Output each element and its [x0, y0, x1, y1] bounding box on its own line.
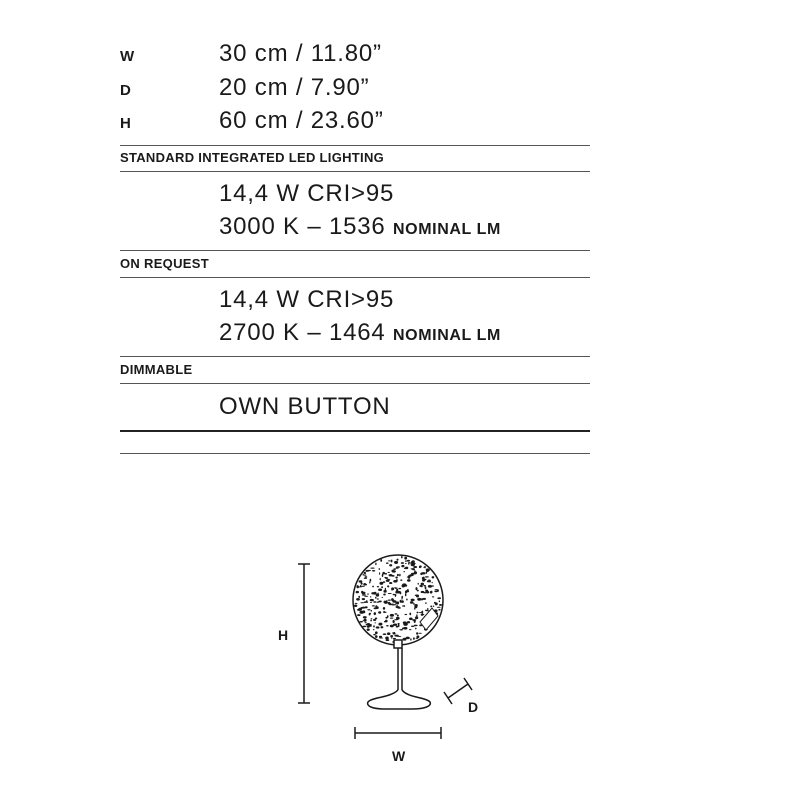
section-heading-standard-lighting: STANDARD INTEGRATED LED LIGHTING: [120, 150, 385, 165]
globe-speckle: [357, 609, 361, 611]
globe-speckle: [398, 588, 401, 590]
globe-speckle: [388, 560, 392, 561]
globe-speckle: [377, 586, 379, 587]
globe-speckle: [388, 593, 392, 594]
globe-speckle: [407, 589, 408, 590]
globe-speckle: [392, 570, 396, 573]
globe-speckle: [431, 591, 433, 594]
globe-speckle: [362, 610, 365, 613]
globe-speckle: [417, 598, 421, 601]
globe-speckle: [398, 623, 400, 625]
globe-speckle: [395, 567, 398, 569]
width-label: W: [392, 748, 406, 764]
globe-speckle: [378, 611, 381, 613]
globe-speckle: [364, 576, 367, 578]
globe-speckle: [412, 560, 415, 563]
globe-speckle: [430, 606, 432, 608]
globe-speckle: [391, 589, 392, 590]
globe-speckle: [375, 605, 377, 608]
globe-speckle: [363, 583, 366, 586]
globe-speckle: [379, 638, 383, 639]
globe-speckle: [392, 599, 394, 601]
globe-speckle: [370, 579, 372, 582]
globe-speckle: [392, 620, 394, 623]
globe-speckle: [376, 626, 380, 628]
globe-speckle: [393, 568, 396, 570]
globe-speckle: [364, 601, 368, 603]
globe-speckle: [413, 566, 417, 568]
section-heading-dimmable: DIMMABLE: [120, 362, 193, 377]
globe-speckle: [387, 585, 389, 587]
globe-speckle: [367, 609, 370, 610]
globe-speckle: [397, 574, 399, 577]
globe-speckle: [401, 562, 404, 564]
globe-speckle: [380, 578, 381, 581]
globe-speckle: [424, 566, 426, 569]
globe-speckle: [394, 613, 397, 614]
globe-speckle: [426, 568, 430, 571]
globe-speckle: [402, 584, 406, 587]
spec-main: 14,4 W CRI>95: [219, 286, 395, 313]
globe-speckle: [382, 597, 384, 598]
globe-speckle: [403, 627, 407, 630]
lamp-stand: [368, 640, 431, 709]
globe-speckle: [420, 565, 422, 567]
globe-speckle: [394, 635, 398, 637]
spec-unit: NOMINAL LM: [393, 221, 501, 238]
globe-speckle: [356, 598, 360, 601]
globe-speckle: [362, 594, 366, 595]
globe-speckle: [363, 574, 365, 576]
globe-speckle: [378, 623, 382, 626]
globe-speckle: [387, 615, 389, 617]
globe-speckle: [410, 601, 414, 604]
globe-speckle: [371, 610, 373, 612]
globe-speckle: [375, 563, 376, 566]
globe-speckle: [404, 557, 407, 560]
globe-speckle: [373, 625, 375, 627]
globe-speckle: [406, 637, 410, 640]
globe-speckle: [409, 617, 413, 620]
globe-speckle: [418, 583, 419, 585]
globe-speckle: [401, 600, 404, 603]
globe-speckle: [425, 590, 428, 593]
globe-speckle: [394, 632, 396, 634]
globe-speckle: [417, 590, 419, 592]
globe-speckle: [401, 565, 404, 567]
globe-speckle: [399, 574, 401, 577]
globe-speckle: [360, 585, 362, 587]
globe-speckle: [375, 597, 377, 599]
globe-speckle: [374, 622, 376, 623]
globe-speckle: [415, 628, 417, 630]
globe-speckle: [409, 613, 411, 616]
globe-speckle: [405, 593, 406, 596]
globe-speckle: [364, 622, 366, 623]
height-dimension-line: [298, 564, 310, 703]
globe-speckle: [414, 571, 417, 574]
globe-speckle: [383, 581, 386, 583]
globe-speckle: [437, 597, 441, 599]
globe-speckle: [400, 579, 402, 581]
globe-speckle: [378, 589, 382, 592]
globe-speckle: [421, 591, 425, 593]
globe-speckle: [381, 586, 383, 588]
globe-speckle: [363, 616, 367, 618]
globe-speckle: [372, 586, 374, 588]
globe-speckle: [416, 614, 417, 617]
spec-main: 14,4 W CRI>95: [219, 180, 395, 207]
globe-speckle: [421, 614, 424, 616]
globe-speckle: [414, 605, 417, 608]
globe-speckle: [394, 561, 398, 564]
globe-speckle: [408, 563, 409, 565]
globe-speckle: [396, 589, 398, 591]
globe-speckle: [421, 583, 424, 586]
globe-speckle: [386, 625, 389, 627]
globe-speckle: [366, 570, 370, 572]
globe-speckle: [390, 618, 394, 619]
globe-speckle: [379, 572, 380, 575]
globe-speckle: [411, 568, 414, 569]
globe-speckle: [409, 629, 412, 630]
globe-speckle: [360, 602, 364, 603]
globe-speckle: [387, 572, 390, 573]
globe-speckle: [385, 573, 387, 575]
globe-speckle: [401, 596, 403, 599]
globe-speckle: [413, 603, 415, 605]
globe-speckle: [416, 594, 419, 597]
globe-speckle: [422, 598, 426, 600]
globe-speckle: [411, 599, 415, 602]
globe-speckle: [404, 568, 407, 570]
globe-speckle: [396, 579, 398, 582]
dimension-key: D: [120, 82, 132, 99]
globe-speckle: [437, 590, 439, 592]
globe-speckle: [389, 575, 391, 576]
globe-speckle: [439, 604, 442, 606]
globe-speckle: [419, 612, 422, 613]
spec-main: 2700 K – 1464: [219, 319, 386, 346]
globe-speckle: [404, 614, 407, 615]
globe-speckle: [389, 582, 392, 584]
globe-speckle: [397, 615, 399, 617]
globe-speckle: [370, 596, 371, 597]
globe-speckle: [414, 625, 418, 627]
globe-speckle: [386, 562, 389, 564]
globe-speckle: [364, 596, 368, 597]
globe-speckle: [376, 594, 379, 597]
globe-speckle: [395, 577, 397, 579]
globe-speckle: [395, 600, 396, 601]
globe-speckle: [388, 602, 390, 605]
globe-speckle: [382, 572, 385, 575]
globe-speckle: [390, 635, 393, 637]
globe-speckle: [415, 587, 417, 590]
globe-speckle: [390, 625, 394, 628]
globe-speckle: [385, 620, 388, 623]
globe-speckle: [378, 600, 382, 602]
globe-speckle: [395, 602, 397, 604]
dimension-key: W: [120, 48, 135, 65]
globe-speckle: [383, 594, 386, 596]
globe-speckle: [361, 586, 364, 587]
globe-speckle: [425, 576, 429, 577]
globe-speckle: [361, 582, 363, 584]
globe-speckle: [431, 582, 432, 583]
globe-speckle: [357, 614, 360, 616]
globe-speckle: [437, 607, 441, 608]
globe-speckle: [370, 602, 372, 603]
globe-speckle: [354, 604, 357, 607]
globe-speckle: [383, 612, 387, 613]
globe-speckle: [374, 612, 376, 615]
globe-speckle: [391, 637, 393, 638]
globe-speckle: [367, 628, 370, 631]
globe-speckle: [416, 612, 418, 614]
globe-speckle: [428, 585, 432, 588]
spec-main: 3000 K – 1536: [219, 213, 386, 240]
globe-speckle: [404, 571, 405, 572]
globe-speckle: [384, 601, 388, 604]
globe-speckle: [356, 585, 358, 588]
globe-speckle: [370, 620, 372, 622]
globe-speckle: [421, 572, 425, 574]
globe-speckle: [410, 638, 411, 640]
globe-speckle: [394, 619, 398, 620]
globe-speckle: [405, 590, 409, 592]
globe-speckle: [429, 580, 431, 583]
globe-speckle: [407, 579, 411, 582]
globe-speckle: [395, 606, 399, 608]
globe-speckle: [425, 586, 427, 589]
globe-speckle: [407, 560, 410, 562]
globe-speckle: [390, 614, 394, 617]
globe-speckle: [375, 631, 378, 634]
globe-speckle: [375, 635, 378, 638]
globe-speckle: [401, 556, 403, 558]
globe-speckle: [374, 592, 377, 595]
globe-speckle: [370, 599, 374, 601]
globe-speckle: [362, 598, 365, 600]
globe-speckle: [372, 570, 375, 572]
globe-speckle: [401, 598, 403, 599]
globe-speckle: [377, 598, 379, 599]
globe-speckle: [375, 617, 378, 619]
globe-speckle: [405, 563, 406, 564]
dimension-value: 60 cm / 23.60”: [219, 107, 384, 134]
globe-speckle: [358, 596, 360, 598]
globe-speckle: [396, 559, 398, 561]
globe-speckle: [394, 587, 397, 588]
globe-speckle: [421, 611, 423, 614]
globe-speckle: [395, 595, 396, 597]
globe-speckle: [385, 588, 386, 591]
globe-speckle: [425, 602, 427, 603]
globe-speckle: [416, 638, 419, 639]
globe-speckle: [361, 592, 365, 595]
globe-speckle: [356, 591, 359, 593]
globe-speckle: [407, 621, 410, 623]
globe-speckle: [426, 571, 427, 574]
height-label: H: [278, 627, 289, 643]
globe-speckle: [364, 578, 367, 579]
globe-speckle: [359, 580, 363, 582]
globe-speckle: [371, 618, 373, 619]
globe-speckle: [404, 605, 405, 607]
globe-speckle: [412, 619, 416, 621]
globe-speckle: [408, 575, 412, 577]
globe-speckle: [422, 578, 424, 580]
globe-speckle: [389, 564, 392, 566]
globe-speckle: [396, 626, 399, 628]
dimension-value: 30 cm / 11.80”: [219, 40, 382, 67]
globe-speckle: [370, 624, 372, 627]
globe-speckle: [419, 633, 422, 634]
globe-speckle: [433, 606, 434, 607]
globe-speckle: [439, 600, 440, 602]
globe-speckle: [386, 579, 390, 582]
globe-speckle: [405, 560, 407, 561]
globe-speckle: [373, 619, 376, 621]
globe-speckle: [373, 634, 376, 636]
globe-speckle: [364, 575, 367, 576]
globe-speckle: [383, 633, 387, 635]
globe-speckle: [427, 608, 428, 610]
globe-speckle: [402, 605, 404, 607]
globe-speckle: [399, 629, 403, 630]
globe-speckle: [364, 572, 366, 574]
globe-speckle: [369, 613, 371, 614]
globe-speckle: [377, 593, 378, 595]
globe-speckle: [363, 594, 364, 595]
globe-speckle: [372, 605, 375, 606]
dimension-key: H: [120, 115, 132, 132]
globe-speckle: [432, 576, 435, 578]
globe-speckle: [383, 607, 385, 610]
globe-speckle: [393, 638, 396, 639]
section-heading-on-request: ON REQUEST: [120, 256, 209, 271]
globe-speckle: [367, 594, 369, 595]
globe-speckle: [382, 574, 384, 577]
globe-speckle: [406, 599, 408, 601]
globe-speckle: [438, 609, 440, 611]
globe-speckle: [373, 601, 376, 602]
globe-speckle: [411, 626, 415, 627]
globe-speckle: [361, 607, 365, 609]
width-dimension-line: [355, 727, 441, 739]
globe-speckle: [359, 621, 363, 622]
globe-speckle: [435, 602, 438, 605]
globe-speckle: [413, 637, 415, 640]
globe-speckle: [370, 568, 374, 569]
globe-speckle: [432, 596, 434, 597]
globe-speckle: [364, 619, 367, 622]
spec-unit: NOMINAL LM: [393, 327, 501, 344]
globe-speckle: [385, 636, 389, 639]
globe-speckle: [378, 568, 380, 570]
globe-speckle: [380, 559, 382, 562]
globe-speckle: [379, 636, 382, 638]
globe-speckle: [373, 629, 375, 630]
globe-speckle: [386, 577, 388, 579]
globe-speckle: [432, 585, 434, 587]
globe-speckle: [381, 626, 384, 628]
globe-speckle: [392, 603, 393, 606]
dimension-value: 20 cm / 7.90”: [219, 74, 370, 101]
globe-speckle: [416, 632, 418, 634]
globe-speckle: [355, 603, 358, 604]
globe-speckle: [387, 632, 391, 635]
globe-speckle: [388, 599, 391, 600]
globe-speckle: [362, 626, 366, 628]
spec-main: OWN BUTTON: [219, 393, 391, 420]
depth-label: D: [468, 699, 479, 715]
